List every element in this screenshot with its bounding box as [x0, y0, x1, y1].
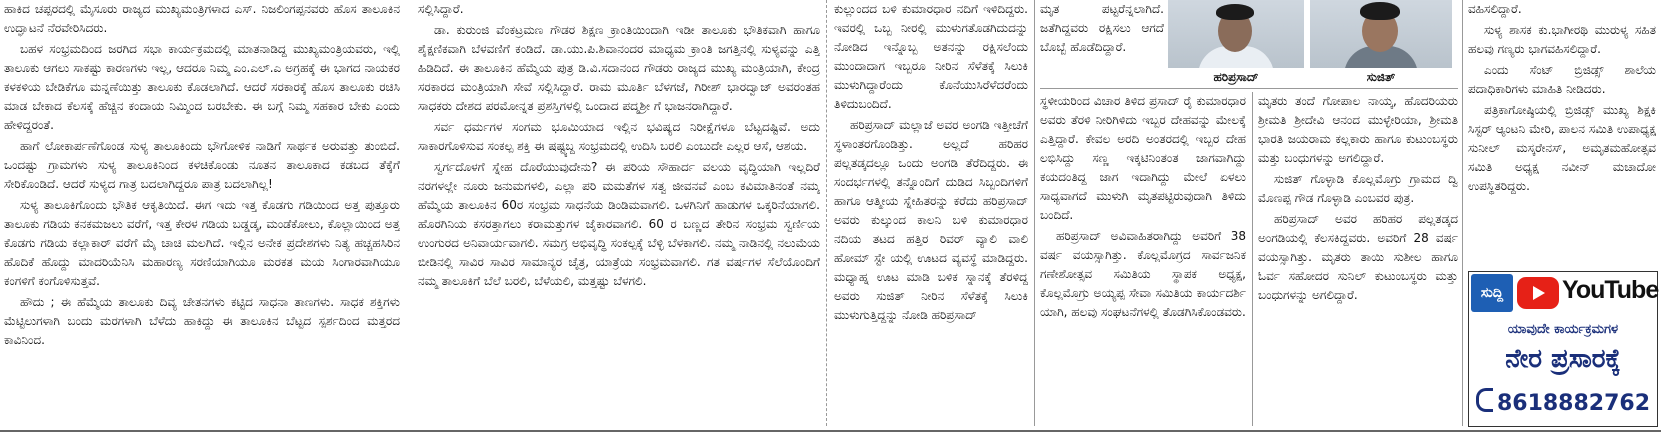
paragraph: ಮೃತ ಪಟ್ಟರೆನ್ನಲಾಗಿದೆ. ಜತೆಗಿದ್ದವರು ರಕ್ಷಿಸಲು ಆಗದೆ ಬೊಬ್ಬೆ ಹೊಡೆದಿದ್ದಾರೆ. — [1040, 2, 1164, 54]
paragraph: ಸುಳ್ಯ ಶಾಸಕ ಕು.ಭಾಗೀರಥಿ ಮುರುಳ್ಯ ಸಹಿತ ಹಲವು ಗಣ್ಯರು ಭಾಗವಹಿಸಲಿದ್ದಾರೆ. — [1468, 23, 1656, 56]
paragraph: ವಹಿಸಲಿದ್ದಾರೆ. — [1468, 2, 1522, 16]
paragraph: ಸ್ವರ್ಗದೊಳಗೆ ಸ್ನೇಹ ದೊರೆಯುವುದೇನು? ಈ ಪರಿಯ ಸೌಹಾರ್ದ ವಲಯ ವೃದ್ಧಿಯಾಗಿ ಇಲ್ಲದಿರೆ ನರಗಳಲ್ಲೇ ನೂರು ಜನುಮಗಳಲಿ, ಎಲ್ಲಾ ಪರಿ ಮಮತೆಗಳ ಸತ್ವ ಜೀವನವೆ ಎಂಬ ಕವಿಮಾತಿನಂತೆ ನಮ್ಮ ಹೆಮ್ಮೆಯ ತಾಲೂಕಿನ 60ರ ಸಂಭ್ರಮ ಸಾಧನೆಯ ಡಿಂಡಿಮವಾಗಲಿ. ಒಳಗಿನಿಗೆ ಹಾಡುಗಳ ಒಕ್ಕರಿನೆಯಾಗಲಿ. ಹೊರಗಿನಿಯ ಕಸರತ್ತಾಗಲು ಕರಾಮತ್ತುಗಳ ಜೈಕಾರವಾಗಲಿ. 60 ರ ಬಣ್ಣದ ತೇರಿನ ಸಂಭ್ರಮ ಸ್ವರ್ಣಿಯ ಉಂಗುರದ ಅನಿವಾರ್ಯವಾಗಲಿ. ಸಮಗ್ರ ಅಭಿವೃದ್ಧಿ ಸಂಕಲ್ಪಕ್ಕೆ ಬೆಳ್ಳಿ ಬೆಳಕಾಗಲಿ. ನಮ್ಮ ನಾಡಿನಲ್ಲಿ ನಲುಮೆಯ ಬೀಡಿನಲ್ಲಿ ಸಾವಿರ ಸಾವಿರ ಸಾಮಾನ್ಯರ ಚೈತ್ರ, ಯಾತ್ರೆಯ ಸಂಭ್ರಮವಾಗಲಿ. ಗತ ವರ್ಷಗಳ ಸೆಲೆಯೊಂದಿಗೆ ನಮ್ಮ ತಾಲೂಕಿಗೆ ಬೆಲೆ ಬರಲಿ, ಬೆಳೆಯಲಿ, ಮತ್ತಷ್ಟು ಬೆಳಗಲಿ. — [418, 160, 820, 288]
paragraph: ಸುಜಿತ್ ಗೊಳ್ಳಾಡಿ ಕೊಲ್ಲಮೊಗ್ರು ಗ್ರಾಮದ ದ್ವಿ ಮೊಣಪ್ಪ ಗೌಡ ಗೊಳ್ಳಾಡಿ ಎಂಬವರ ಪುತ್ರ. — [1258, 172, 1458, 205]
paragraph: ಹಾಗೆ ಲೋಕಾರ್ಪಣೆಗೊಂಡ ಸುಳ್ಯ ತಾಲೂಕಿಂದು ಭೌಗೋಳಿಕ ನಾಡಿಗೆ ಸಾರ್ಥಕ ಅರುವತ್ತು ತುಂಬಿದೆ. ಒಂದಷ್ಟು ಗ್ರಾಮಗಳು ಸುಳ್ಯ ತಾಲೂಕಿನಿಂದ ಕಳಚಿಕೊಂಡು ನೂತನ ತಾಲೂಕಾದ ಕಡಬದ ತೆಕ್ಕೆಗೆ ಸೇರಿಕೊಂಡಿದೆ. ಆದರೆ ಸುಳ್ಯದ ಗಾತ್ರ ಬದಲಾಗಿದ್ದರೂ ಪಾತ್ರ ಬದಲಾಗಿಲ್ಲ! — [4, 139, 400, 191]
ad-logo-row — [1469, 272, 1657, 318]
paragraph: ಹರಿಪ್ರಸಾದ್ ಮಲ್ಲಾಜೆ ಅವರ ಅಂಗಡಿ ಇತ್ತೀಚೆಗೆ ಸ್ಥಳಾಂತರಗೊಂಡಿತ್ತು. ಅಲ್ಲದೆ ಹರಿಹರ ಪಲ್ಲತಡ್ಕದಲ್ಲೂ ಒಂದು ಅಂಗಡಿ ತೆರೆದಿದ್ದರು. ಈ ಸಂದರ್ಭಗಳಲ್ಲಿ ತನ್ನೊಂದಿಗೆ ದುಡಿದ ಸಿಬ್ಬಂದಿಗಳಿಗೆ ಹಾಗೂ ಆತ್ಮೀಯ ಸ್ನೇಹಿತರನ್ನು ಕರೆದು ಹರಿಪ್ರಸಾದ್ ಅವರು ಕುಲ್ಕುಂದ ಕಾಲನಿ ಬಳಿ ಕುಮಾರಧಾರ ನದಿಯ ತಟದ ಹತ್ತಿರ ರಿವರ್ ವ್ಯಾಲಿ ವಾಲಿ ಹೋಮ್ ಸ್ಟೇ ಯಲ್ಲಿ ಊಟದ ವ್ಯವಸ್ಥೆ ಮಾಡಿದ್ದರು. ಮಧ್ಯಾಹ್ನ ಊಟ ಮಾಡಿ ಬಳಿಕ ಸ್ನಾನಕ್ಕೆ ತೆರಳಿದ್ದ ಅವರು ಸುಜಿತ್ ನೀರಿನ ಸೆಳೆತಕ್ಕೆ ಸಿಲುಕಿ ಮುಳುಗುತ್ತಿದ್ದನ್ನು ನೋಡಿ ಹರಿಪ್ರಸಾದ್ — [834, 118, 1028, 322]
page-bottom-rule — [0, 430, 1661, 432]
paragraph: ಸಲ್ಲಿಸಿದ್ದಾರೆ. — [418, 2, 464, 16]
photo-hair — [1360, 2, 1400, 20]
paragraph: ಹಾಕಿದ ಚಪ್ಪರದಲ್ಲಿ ಮೈಸೂರು ರಾಜ್ಯದ ಮುಖ್ಯಮಂತ್ರಿಗಳಾದ ಎಸ್. ನಿಜಲಿಂಗಪ್ಪನವರು ಹೊಸ ತಾಲೂಕಿನ ಉದ್ಘಾಟನೆ ನೆರವೇರಿಸಿದರು. — [4, 2, 400, 35]
news-column-far-right — [1468, 0, 1656, 266]
paragraph: ಹರಿಪ್ರಸಾದ್ ಅವಿವಾಹಿತರಾಗಿದ್ದು ಅವರಿಗೆ 38 ವರ್ಷ ವಯಸ್ಸಾಗಿತ್ತು. ಕೊಲ್ಲಮೊಗ್ರದ ಸಾರ್ವಜನಿಕ ಗಣೇಶೋತ್ಸವ ಸಮಿತಿಯ ಸ್ಥಾಪಕ ಅಧ್ಯಕ್ಷ, ಕೊಲ್ಲಮೊಗ್ರು ಅಯ್ಯಪ್ಪ ಸೇವಾ ಸಮಿತಿಯ ಕಾರ್ಯದರ್ಶಿ ಯಾಗಿ, ಹಲವು ಸಂಘಟನೆಗಳಲ್ಲಿ ತೊಡಗಿಸಿಕೊಂಡವರು. — [1040, 229, 1246, 319]
photo-hair — [1216, 4, 1254, 20]
column-divider — [1252, 92, 1253, 426]
article-column-right — [418, 0, 820, 424]
column-divider — [826, 0, 827, 426]
youtube-advertisement — [1468, 271, 1658, 427]
paragraph: ಸುಳ್ಯ ತಾಲೂಕಿಗೊಂದು ಭೌತಿಕ ಆಕೃತಿಯಿದೆ. ಈಗ ಇದು ಇತ್ತ ಕೊಡಗು ಗಡಿಯಿಂದ ಅತ್ತ ಪುತ್ತೂರು ತಾಲೂಕು ಗಡಿಯ ಕನಕಮಜಲು ವರೆಗೆ, ಇತ್ತ ಕೇರಳ ಗಡಿಯ ಬಡ್ಡಡ್ಕ, ಮಂಡೆಕೋಲು, ಕೊಲ್ಲಾಯಿಂದ ಅತ್ತ ಕೊಡಗು ಗಡಿಯ ಕಲ್ಲಾಕಾರ್ ವರೆಗೆ ಮೈ ಚಾಚಿ ಮಲಗಿದೆ. ಇಲ್ಲಿನ ಅನೇಕ ಪ್ರದೇಶಗಳು ನಿತ್ಯ ಹಚ್ಚಹಸಿರಿನ ಹೊದಿಕೆ ಹೊದ್ದು ಮಾದರಿಯೆನಿಸಿ ಮಹಾರಣ್ಯ ಸರಣಿಯಾಗಿಯೂ ಮರಕತ ಮಯ ಸಿಂಗಾರವಾಗಿಯೂ ಕಂಗಳಿಗೆ ಕಂಗೊಳಿಸುತ್ತವೆ. — [4, 198, 400, 288]
phone-icon — [1476, 388, 1493, 412]
ad-phone-number: 8618882762 — [1496, 391, 1651, 416]
paragraph: ಬಹಳ ಸಂಭ್ರಮದಿಂದ ಜರಗಿದ ಸಭಾ ಕಾರ್ಯಕ್ರಮದಲ್ಲಿ ಮಾತನಾಡಿದ್ದ ಮುಖ್ಯಮಂತ್ರಿಯವರು, ಇಲ್ಲಿ ತಾಲೂಕು ಆಗಲು ಸಾಕಷ್ಟು ಕಾರಣಗಳು ಇಲ್ಲ, ಆದರೂ ನಿಮ್ಮ ಎಂ.ಎಲ್.ಎ ಅಗ್ರಹಕ್ಕೆ ಈ ಭಾಗದ ನಾಯಕರ ಕಳಕಳಿಯ ಬೇಡಿಕೆಗೂ ಮನ್ನಣೆಯಿತ್ತು ತಾಲೂಕು ಕೊಡಲಾಗಿದೆ. ಆದರೆ ಸರಕಾರಕ್ಕೆ ಹೊಸ ತಾಲೂಕು ರಚಿಸಿ ಮಾಡ ಬೇಕಾದ ಕೆಲಸಕ್ಕೆ ಹೆಚ್ಚಿನ ಕಂದಾಯ ನಿಮ್ಮಿಂದ ಬರಬೇಕು. ಈ ಬಗ್ಗೆ ನಿಮ್ಮ ಸಹಕಾರ ಬೇಕು ಎಂದು ಹೇಳಿದ್ದರಂತೆ. — [4, 42, 400, 132]
paragraph: ಹೌದು ; ಈ ಹೆಮ್ಮೆಯ ತಾಲೂಕು ದಿವ್ಯ ಚೇತನಗಳು ಕಟ್ಟಿದ ಸಾಧನಾ ತಾಣಗಳು. ಸಾಧಕ ಶಕ್ತಿಗಳು ಮೆಟ್ಟಿಲುಗಳಾಗಿ ಬಂದು ಮರಗಳಾಗಿ ಬೆಳೆದು ಹಾಕಿದ್ದು ಈ ತಾಲೂಕಿನ ಬೆಟ್ಟದ ಸ್ಪರ್ಶದಿಂದ ಮತ್ತರದ ಕಾವಿನಿಂದ. — [4, 295, 400, 347]
column-divider — [1462, 0, 1463, 426]
paragraph: ಎಂದು ಸೆಂಟ್ ಬ್ರಿಜಿಡ್ಸ್ ಶಾಲೆಯ ಪದಾಧಿಕಾರಿಗಳು ಮಾಹಿತಿ ನೀಡಿದರು. — [1468, 63, 1656, 96]
paragraph: ಪತ್ರಿಕಾಗೋಷ್ಠಿಯಲ್ಲಿ ಬ್ರಿಜಿಡ್ಸ್ ಮುಖ್ಯ ಶಿಕ್ಷಕಿ ಸಿಸ್ಟರ್ ಆ್ಯಂಟನಿ ಮೇರಿ, ಪಾಲನ ಸಮಿತಿ ಉಪಾಧ್ಯಕ್ಷ ಸುನೀಲ್ ಮಸ್ಕರೇನಸ್, ಅಮೃತಮಹೋತ್ಸವ ಸಮಿತಿ ಅಧ್ಯಕ್ಷ ನವೀನ್ ಮಚಾದೋ ಉಪಸ್ಥಿತರಿದ್ದರು. — [1468, 103, 1656, 193]
photo-caption: ಸುಜಿತ್ — [1366, 70, 1396, 84]
ad-tagline: ಯಾವುದೇ ಕಾರ್ಯಕ್ರಮಗಳ — [1507, 322, 1619, 337]
youtube-play-icon — [1517, 277, 1559, 309]
paragraph: ಕುಲ್ಲುಂದದ ಬಳಿ ಕುಮಾರಧಾರ ನದಿಗೆ ಇಳಿದಿದ್ದರು. ಇವರಲ್ಲಿ ಒಬ್ಬ ನೀರಲ್ಲಿ ಮುಳುಗತೊಡಗಿದುದನ್ನು ನೋಡಿದ ಇನ್ನೊಬ್ಬ ಅತನನ್ನು ರಕ್ಷಿಸಲೆಂದು ಮುಂದಾದಾಗ ಇಬ್ಬರೂ ನೀರಿನ ಸೆಳೆತಕ್ಕೆ ಸಿಲುಕಿ ಮುಳುಗಿದ್ದಾರೆಂದು ಕೊನೆಯುಸಿರೆಳೆದರೆಂದು ತಿಳಿದುಬಂದಿದೆ. — [834, 2, 1028, 111]
news-column-b-top — [1040, 0, 1164, 88]
paragraph: ಸ್ಥಳೀಯರಿಂದ ವಿಚಾರ ತಿಳಿದ ಪ್ರಸಾದ್ ರೈ ಕುಮಾರಧಾರ ಅವರು ತೆರಳಿ ನೀರಿಗಿಳಿದು ಇಬ್ಬರ ದೇಹವನ್ನು ಮೇಲಕ್ಕೆ ಎತ್ತಿದ್ದಾರೆ. ಕೇವಲ ಅರದಿ ಅಂತರದಲ್ಲಿ ಇಬ್ಬರ ದೇಹ ಲಭಿಸಿದ್ದು ಸಣ್ಣ ಇಕ್ಕಟಿನಿಂತಂತ ಜಾಗವಾಗಿದ್ದು ಕಯದಂತಿದ್ದ ಜಾಗ ಇದಾಗಿದ್ದು ಮೇಲೆ ಏಳಲು ಸಾಧ್ಯವಾಗದೆ ಮುಳುಗಿ ಮೃತಪಟ್ಟಿರುವುದಾಗಿ ತಿಳಿದು ಬಂದಿದೆ. — [1040, 94, 1246, 222]
ad-phone — [1469, 388, 1657, 416]
paragraph: ಡಾ. ಕುರುಂಜಿ ವೆಂಕಟ್ರಮಣ ಗೌಡರ ಶಿಕ್ಷಣ ಕ್ರಾಂತಿಯಿಂದಾಗಿ ಇಡೀ ತಾಲೂಕು ಭೌತಿಕವಾಗಿ ಹಾಗೂ ಶೈಕ್ಷಣಿಕವಾಗಿ ಬೆಳವಣಿಗೆ ಕಂಡಿದೆ. ಡಾ.ಯು.ಪಿ.ಶಿವಾನಂದರ ಮಾಧ್ಯಮ ಕ್ರಾಂತಿ ಜಗತ್ತಿನಲ್ಲಿ ಸುಳ್ಯವನ್ನು ಎತ್ತಿ ಹಿಡಿದಿದೆ. ಈ ತಾಲೂಕಿನ ಹೆಮ್ಮೆಯ ಪುತ್ರ ಡಿ.ವಿ.ಸದಾನಂದ ಗೌಡರು ರಾಜ್ಯದ ಮುಖ್ಯ ಮಂತ್ರಿಯಾಗಿ, ಕೇಂದ್ರ ಸರಕಾರದ ಮಂತ್ರಿಯಾಗಿ ಸೇವೆ ಸಲ್ಲಿಸಿದ್ದಾರೆ. ರಾಮ ಮೂರ್ತಿ ಬೆಳಗಜೆ, ಗಿರೀಶ್ ಭಾರದ್ವಾಜ್ ಅವರಂತಹ ಸಾಧಕರು ದೇಶದ ಪರಮೋನ್ನತ ಪ್ರಶಸ್ತಿಗಳಲ್ಲಿ ಒಂದಾದ ಪದ್ಮಶ್ರೀ ಗೆ ಭಾಜನರಾಗಿದ್ದಾರೆ. — [418, 23, 820, 113]
ad-headline: ನೇರ ಪ್ರಸಾರಕ್ಕೆ — [1505, 344, 1621, 374]
photo-divider — [1040, 88, 1458, 89]
youtube-wordmark: YouTube — [1562, 276, 1659, 304]
column-divider — [1034, 0, 1035, 426]
article-column-left — [4, 0, 400, 424]
photo-hariprasad — [1168, 0, 1304, 68]
paragraph: ಸರ್ವ ಧರ್ಮಗಳ ಸಂಗಮ ಭೂಮಿಯಾದ ಇಲ್ಲಿನ ಭವಿಷ್ಯದ ನಿರೀಕ್ಷೆಗಳೂ ಬೆಟ್ಟದಷ್ಟಿವೆ. ಅದು ಸಾಕಾರಗೊಳಿಸುವ ಸಂಕಲ್ಪ ಶಕ್ತಿ ಈ ಷಷ್ಟ್ಯಬ್ದ ಸಂಭ್ರಮದಲ್ಲಿ ಉದಿಸಿ ಬರಲಿ ಎಂಬುದೇ ಎಲ್ಲರ ಆಸೆ, ಆಶಯ. — [418, 120, 820, 153]
paragraph: ಹರಿಪ್ರಸಾದ್ ಅವರ ಹರಿಹರ ಪಲ್ಲತಡ್ಕದ ಅಂಗಡಿಯಲ್ಲಿ ಕೆಲಸಕಿದ್ದವರು. ಅವರಿಗೆ 28 ವರ್ಷ ವಯಸ್ಸಾಗಿತ್ತು. ಮೃತರು ತಾಯಿ ಸುಶೀಲ ಹಾಗೂ ಓರ್ವ ಸಹೋದರ ಸುನಿಲ್ ಕುಟುಂಬಸ್ಥರು ಮತ್ತು ಬಂಧುಗಳನ್ನು ಅಗಲಿದ್ದಾರೆ. — [1258, 212, 1458, 302]
paragraph: ಮೃತರು ತಂದೆ ಗೋಪಾಲ ನಾಯ್ಕ, ಹೊದರಿಯರು ಶ್ರೀಮತಿ ಶ್ರೀದೇವಿ ಆನಂದ ಮುಳ್ಳೇರಿಯಾ, ಶ್ರೀಮತಿ ಭಾರತಿ ಜಯರಾಮ ಕಲ್ಲಕಾರು ಹಾಗೂ ಕುಟುಂಬಸ್ಥರು ಮತ್ತು ಬಂಧುಗಳನ್ನು ಅಗಲಿದ್ದಾರೆ. — [1258, 94, 1458, 165]
news-column-c — [1258, 92, 1458, 426]
suddi-logo: ಸುದ್ದಿ — [1471, 274, 1513, 312]
news-column-a — [834, 0, 1028, 424]
photo-sujith — [1310, 0, 1452, 68]
photo-caption: ಹರಿಪ್ರಸಾದ್ — [1213, 70, 1259, 84]
news-column-b — [1040, 92, 1246, 426]
